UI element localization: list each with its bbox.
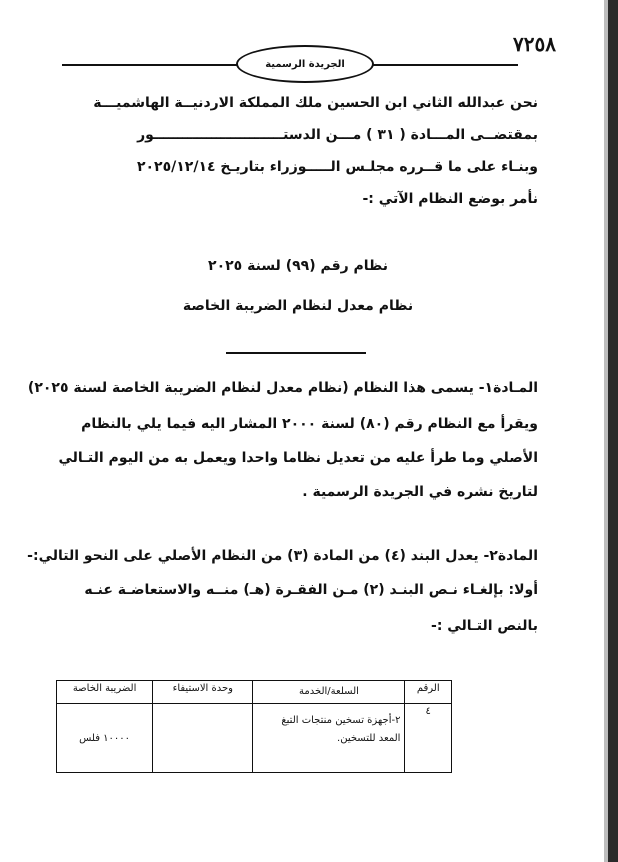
section-divider	[226, 352, 366, 354]
article1-line-2: ويقرأ مع النظام رقم (٨٠) لسنة ٢٠٠٠ المشار اليه فيما يلي بالنظام	[81, 416, 538, 432]
row-tax: ١٠٠٠٠ فلس	[57, 704, 153, 773]
article1-line-4: لتاريخ نشره في الجريدة الرسمية .	[302, 484, 538, 500]
header-tax: الضريبة الخاصة	[57, 681, 153, 704]
header-rule-left	[62, 64, 238, 66]
header-number: الرقم	[405, 681, 452, 704]
preamble-line-2: بمقتضــى المـــادة ( ٣١ ) مـــن الدستـــــــــــــــــــــــــــور	[137, 127, 538, 143]
article1-line-1: المـادة١- يسمى هذا النظام (نظام معدل لنظام الضريبة الخاصة لسنة ٢٠٢٥)	[27, 380, 538, 396]
preamble-line-4: نأمر بوضع النظام الآتي :-	[362, 191, 538, 207]
article2-line-1: المادة٢- يعدل البند (٤) من المادة (٣) من النظام الأصلي على النحو التالي:-	[27, 548, 538, 564]
header-item: السلعة/الخدمة	[253, 681, 405, 704]
page-border	[608, 0, 618, 862]
gazette-label: الجريدة الرسمية	[236, 45, 374, 83]
preamble-line-3: وبنـاء على ما قــرره مجلـس الـــــوزراء بتاريـخ ٢٠٢٥/١٢/١٤	[136, 159, 538, 175]
row-item	[253, 704, 405, 773]
header-unit: وحدة الاستيفاء	[153, 681, 253, 704]
row-item-line-1: ٢-أجهزة تسخين منتجات التبغ	[281, 715, 401, 726]
page-number: ٧٢٥٨	[513, 32, 556, 56]
regulation-subtitle: نظام معدل لنظام الضريبة الخاصة	[182, 298, 414, 314]
article2-line-3: بالنص التـالي :-	[431, 618, 538, 634]
preamble-line-1: نحن عبدالله الثاني ابن الحسين ملك المملكة الاردنيــة الهاشميـــة	[93, 95, 538, 111]
tariff-table	[56, 680, 452, 773]
header-rule-right	[372, 64, 518, 66]
row-unit	[153, 704, 253, 773]
table-header-row	[57, 681, 452, 704]
regulation-title: نظام رقم (٩٩) لسنة ٢٠٢٥	[208, 258, 388, 274]
article1-line-3: الأصلي وما طرأ عليه من تعديل نظاما واحدا ويعمل به من اليوم التـالي	[58, 450, 538, 466]
row-number: ٤	[405, 704, 452, 773]
article2-line-2: أولا: بإلغـاء نـص البنـد (٢) مـن الفقـرة (هـ) منــه والاستعاضـة عنـه	[84, 582, 538, 598]
table-row	[57, 704, 452, 773]
row-item-line-2: المعد للتسخين.	[337, 733, 401, 744]
